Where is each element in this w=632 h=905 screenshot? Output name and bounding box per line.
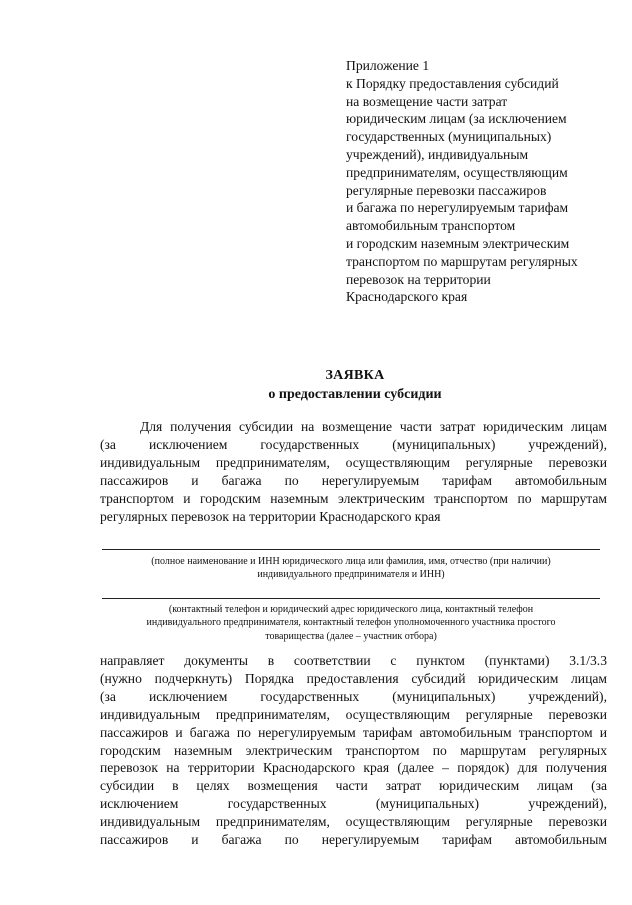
- document-subtitle: о предоставлении субсидии: [268, 387, 442, 402]
- body-line: исключением государственных (муниципальных) учреждений),: [100, 796, 607, 812]
- appendix-line: к Порядку предоставления субсидий: [346, 75, 559, 91]
- appendix-line: учреждений), индивидуальным: [346, 146, 529, 162]
- appendix-line: транспортом по маршрутам регулярных: [346, 253, 578, 269]
- body-line: (нужно подчеркнуть) Порядка предоставления субсидий юридическим лицам: [100, 670, 607, 686]
- intro-line: пассажиров и багажа по нерегулируемым тарифам автомобильным: [100, 472, 607, 488]
- appendix-line: автомобильным транспортом: [346, 218, 516, 234]
- appendix-block: [346, 57, 616, 306]
- caption-applicant: [104, 555, 598, 582]
- fill-in-line-applicant: [102, 549, 600, 550]
- body-line: (за исключением государственных (муниципальных) учреждений),: [100, 688, 607, 704]
- appendix-line: государственных (муниципальных): [346, 129, 552, 145]
- appendix-line: и городским наземным электрическим: [346, 235, 570, 251]
- fill-in-line-contacts: [102, 598, 600, 599]
- intro-paragraph: [100, 418, 607, 525]
- body-line: перевозок на территории Краснодарского края (далее – порядок) для получения: [100, 760, 607, 776]
- intro-line: (за исключением государственных (муниципальных) учреждений),: [100, 436, 607, 452]
- intro-line: транспортом и городским наземным электрическим транспортом по маршрутам: [100, 490, 607, 506]
- caption-line: индивидуального предпринимателя и ИНН): [257, 569, 445, 581]
- appendix-line: регулярные перевозки пассажиров: [346, 182, 547, 198]
- appendix-line: перевозок на территории: [346, 271, 491, 287]
- body-line: субсидии в целях возмещения части затрат юридическим лицам (за: [100, 778, 607, 794]
- appendix-line: Краснодарского края: [346, 289, 468, 305]
- appendix-line: на возмещение части затрат: [346, 93, 508, 109]
- appendix-line: Приложение 1: [346, 58, 430, 73]
- caption-line: индивидуального предпринимателя, контактный телефон уполномоченного участника простого: [146, 617, 556, 629]
- caption-line: (контактный телефон и юридический адрес юридического лица, контактный телефон: [168, 604, 534, 615]
- body-line: пассажиров и багажа по нерегулируемым тарифам автомобильным транспортом и: [100, 724, 607, 740]
- body-line: пассажиров и багажа по нерегулируемым тарифам автомобильным: [100, 832, 607, 848]
- intro-line: индивидуальным предпринимателям, осуществляющим регулярные перевозки: [100, 454, 607, 470]
- intro-line: регулярных перевозок на территории Краснодарского края: [100, 508, 441, 524]
- appendix-line: и багажа по нерегулируемым тарифам: [346, 200, 569, 216]
- appendix-line: предпринимателям, осуществляющим: [346, 164, 568, 180]
- intro-line: Для получения субсидии на возмещение части затрат юридическим лицам: [140, 419, 607, 434]
- body-line: индивидуальным предпринимателям, осуществляющим регулярные перевозки: [100, 706, 607, 722]
- body-line: городским наземным электрическим транспортом по маршрутам регулярных: [100, 742, 607, 758]
- caption-line: (полное наименование и ИНН юридического лица или фамилия, имя, отчество (при наличии): [151, 556, 551, 567]
- caption-line: товарищества (далее – участник отбора): [265, 630, 437, 642]
- document-title: ЗАЯВКА: [325, 368, 385, 383]
- body-paragraph: [100, 652, 607, 849]
- body-line: направляет документы в соответствии с пунктом (пунктами) 3.1/3.3: [100, 653, 607, 668]
- caption-contacts: [104, 603, 598, 643]
- appendix-line: юридическим лицам (за исключением: [346, 111, 567, 127]
- body-line: индивидуальным предпринимателям, осуществляющим регулярные перевозки: [100, 814, 607, 830]
